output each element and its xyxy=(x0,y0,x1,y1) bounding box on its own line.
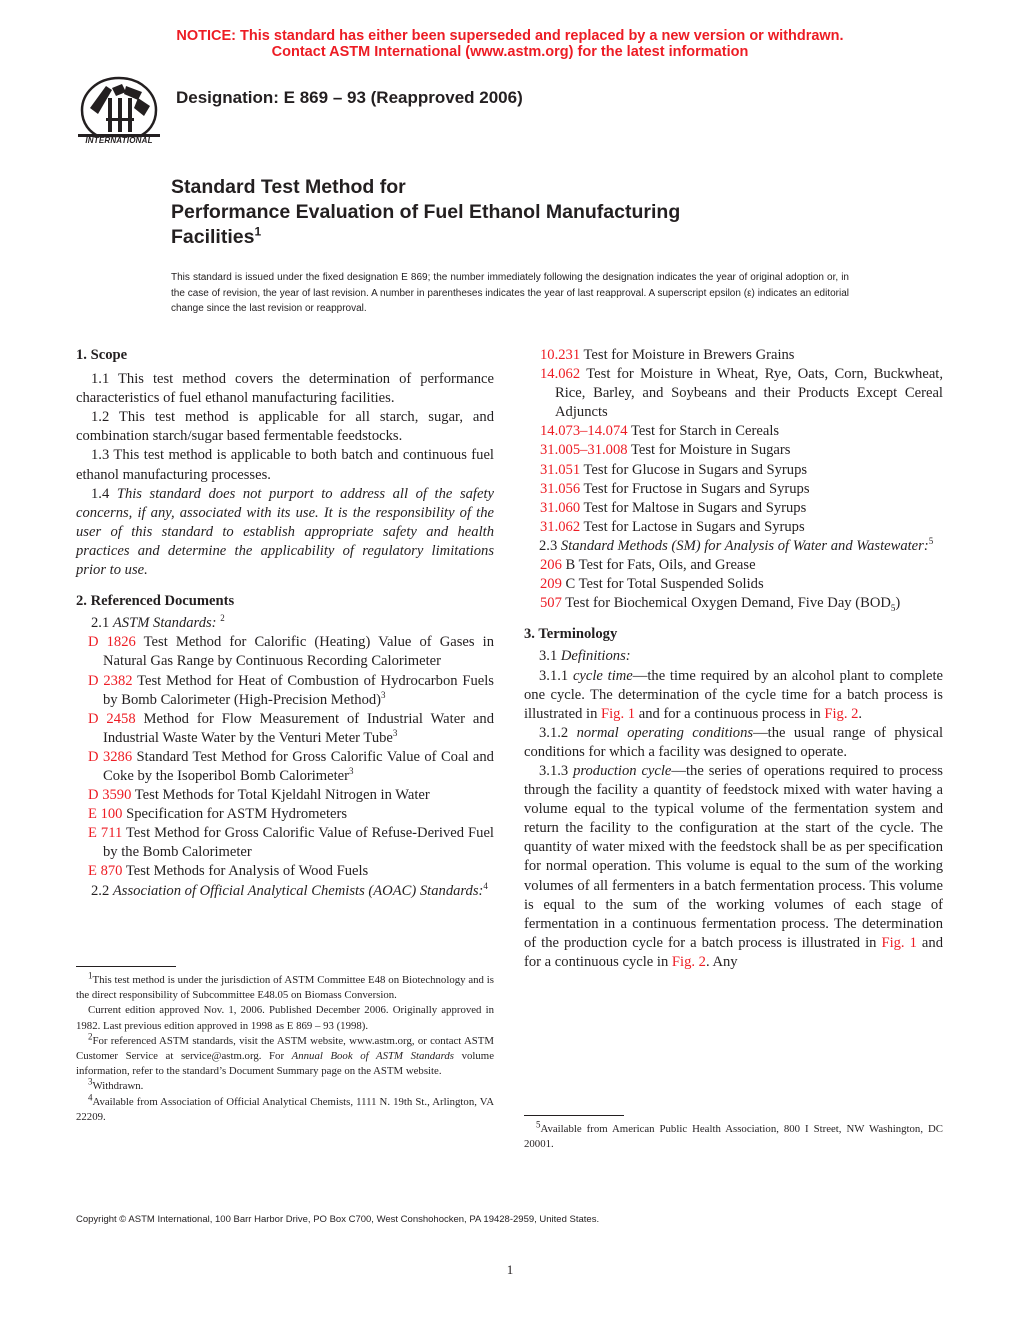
footnote-ref: 3 xyxy=(381,689,386,700)
footnote-1: $^1$This test method is under the jurisdiction of ASTM Committee E48 on Biotechnology and is the direct responsibility of Subcommittee E48.05 on Biomass Conversion. xyxy=(76,970,494,1002)
reference-code-link[interactable]: E 870 xyxy=(88,863,123,880)
scope-1-2: 1.2 This test method is applicable for all starch, sugar, and combination starch/sugar based fermentable feedstocks. xyxy=(76,409,494,445)
reference-title: Test Method for Calorific (Heating) Value of Gases in Natural Gas Range by Continuous Recording Calorimeter xyxy=(103,634,494,670)
footnote-ref: 3 xyxy=(392,727,398,738)
astm-reference-item xyxy=(76,862,494,881)
footnotes-right xyxy=(524,1115,943,1152)
reference-title: C Test for Total Suspended Solids xyxy=(565,576,764,593)
reference-title: Test for Starch in Cereals xyxy=(630,423,780,440)
aoac-reference-item xyxy=(524,422,943,441)
reference-title: Test for Moisture in Wheat, Rye, Oats, Corn, Buckwheat, Rice, Barley, and Soybeans and their Products Except Cereal Adjuncts xyxy=(555,366,943,421)
astm-reference-item xyxy=(76,786,494,805)
reference-code-link[interactable]: D 1826 xyxy=(88,634,136,651)
footnote-1b: Current edition approved Nov. 1, 2006. Published December 2006. Originally approved in 1982. Last previous edition approved in 1998 as E 869 – 93 (1998). xyxy=(76,1004,494,1032)
reference-code-link[interactable]: 14.073–14.074 xyxy=(540,423,628,440)
notice-line-1: NOTICE: This standard has either been superseded and replaced by a new version or withdrawn. xyxy=(176,28,844,44)
astm-standards-list xyxy=(76,633,494,881)
sm-reference-item xyxy=(524,556,943,575)
reference-code-link[interactable]: 14.062 xyxy=(540,366,581,383)
reference-code-link[interactable]: 507 xyxy=(540,595,562,612)
fig-1-link[interactable]: Fig. 1 xyxy=(601,705,636,722)
scope-1-4: 1.4 This standard does not purport to address all of the safety concerns, if any, associated with its use. It is the responsibility of the user of this standard to establish appropriate safety and health practices and determine the applicability of regulatory limitations prior to use. xyxy=(76,485,494,579)
astm-reference-item xyxy=(76,710,494,748)
sm-reference-item xyxy=(524,594,943,613)
copyright: Copyright © ASTM International, 100 Barr Harbor Drive, PO Box C700, West Conshohocken, PA 19428-2959, United States. xyxy=(76,1214,600,1225)
scope-1-3: 1.3 This test method is applicable to both batch and continuous fuel ethanol manufacturing processes. xyxy=(76,447,494,483)
definition-3-1-2: 3.1.2 normal operating conditions—the usual range of physical conditions for which a facility was designed to operate. xyxy=(524,724,943,760)
reference-title: Test for Glucose in Sugars and Syrups xyxy=(583,461,808,478)
reference-code-link[interactable]: 31.062 xyxy=(540,518,581,535)
reference-title: Method for Flow Measurement of Industrial Water and Industrial Waste Water by the Venturi Meter Tube xyxy=(103,710,494,746)
aoac-reference-item xyxy=(524,461,943,480)
section-3-1: 3.1 Definitions: xyxy=(539,648,631,665)
designation: Designation: E 869 – 93 (Reapproved 2006) xyxy=(176,88,523,107)
reference-code-link[interactable]: 10.231 xyxy=(540,347,581,363)
reference-title: Test for Moisture in Sugars xyxy=(630,442,791,459)
reference-code-link[interactable]: 206 xyxy=(540,557,562,574)
document-title xyxy=(171,175,680,250)
astm-reference-item xyxy=(76,824,494,862)
aoac-reference-item xyxy=(524,499,943,518)
logo-text: INTERNATIONAL xyxy=(85,136,153,145)
title-line-2: Performance Evaluation of Fuel Ethanol Manufacturing xyxy=(171,201,681,223)
title-line-1: Standard Test Method for xyxy=(171,176,406,198)
astm-logo xyxy=(76,74,162,150)
footnote-ref: 3 xyxy=(349,766,354,777)
title-line-3: Facilities$^1$ xyxy=(171,224,262,248)
intro-paragraph: This standard is issued under the fixed designation E 869; the number immediately following the designation indicates the year of original adoption or, in the case of revision, the year of last revision. A number in parentheses indicates the year of last reapproval. A superscript epsilon (ε) indicates an editorial change since the last revision or reapproval. xyxy=(171,272,849,314)
reference-code-link[interactable]: 209 xyxy=(540,576,562,593)
reference-title: Test for Lactose in Sugars and Syrups xyxy=(583,518,805,535)
definition-3-1-1: 3.1.1 cycle time—the time required by an alcohol plant to complete one cycle. The determination of the cycle time for a batch process is illustrated in Fig. 1 and for a continuous process in Fig. 2. xyxy=(524,667,943,722)
reference-title: Test Method for Gross Calorific Value of Refuse-Derived Fuel by the Bomb Calorimeter xyxy=(103,825,494,861)
footnote-5: $^5$Available from American Public Health Association, 800 I Street, NW Washington, DC 20001. xyxy=(524,1119,943,1151)
reference-title: Test for Biochemical Oxygen Demand, Five Day (BOD xyxy=(565,595,891,612)
footnote-2: $^2$For referenced ASTM standards, visit the ASTM website, www.astm.org, or contact ASTM Customer Service at service@astm.org. For Annual Book of ASTM Standards volume information, refer to the standard’s Document Summary page on the ASTM website. xyxy=(76,1031,494,1078)
reference-title: Test Methods for Analysis of Wood Fuels xyxy=(125,863,369,880)
reference-title: Test Method for Heat of Combustion of Hydrocarbon Fuels by Bomb Calorimeter (High-Precision Method) xyxy=(103,672,494,708)
fig-2-link[interactable]: Fig. 2 xyxy=(824,705,859,722)
reference-code-link[interactable]: D 3286 xyxy=(88,748,133,765)
reference-code-link[interactable]: 31.056 xyxy=(540,480,581,497)
footnote-rule xyxy=(76,966,176,967)
definition-3-1-3: 3.1.3 production cycle—the series of operations required to process through the facility a quantity of feedstock mixed with water having a volume equal to the typical volume of the fermentation system and return the facility to the configuration at the start of the cycle. The quantity of water mixed with the feedstock shall be as per specification for normal operation. This volume is equal to the sum of the working volumes of all fermenters in a batch fermentation process. This volume is equal to the sum of the working volumes of each stage of fermentation in a continuous fermentation process. The determination of the production cycle for a batch process is illustrated in Fig. 1 and for a continuous cycle in Fig. 2. Any xyxy=(524,762,943,970)
fig-2-link[interactable]: Fig. 2 xyxy=(671,953,706,970)
aoac-reference-item xyxy=(524,346,943,365)
section-2-2: 2.2 Association of Official Analytical Chemists (AOAC) Standards:$^4$ xyxy=(91,880,488,899)
reference-title: B Test for Fats, Oils, and Grease xyxy=(565,557,756,574)
aoac-standards-list xyxy=(524,346,943,537)
sm-standards-list xyxy=(524,556,943,613)
footnote-4: $^4$Available from Association of Official Analytical Chemists, 1111 N. 19th St., Arlington, VA 22209. xyxy=(76,1092,494,1123)
reference-title: Test for Maltose in Sugars and Syrups xyxy=(583,499,807,516)
fig-1-link[interactable]: Fig. 1 xyxy=(881,934,917,951)
reference-title: Specification for ASTM Hydrometers xyxy=(126,806,348,823)
aoac-reference-item xyxy=(524,441,943,460)
astm-reference-item xyxy=(76,748,494,786)
terminology-heading: 3. Terminology xyxy=(524,626,618,643)
footnote-rule xyxy=(524,1115,624,1116)
refdocs-heading: 2. Referenced Documents xyxy=(76,593,235,610)
reference-code-link[interactable]: E 711 xyxy=(88,825,123,842)
reference-code-link[interactable]: 31.060 xyxy=(540,499,581,516)
subscript: 5 xyxy=(890,603,896,614)
reference-title: Test for Fructose in Sugars and Syrups xyxy=(583,480,810,497)
astm-reference-item xyxy=(76,805,494,824)
reference-code-link[interactable]: E 100 xyxy=(88,806,123,823)
astm-reference-item xyxy=(76,633,494,671)
reference-title: Test Methods for Total Kjeldahl Nitrogen in Water xyxy=(134,787,430,804)
section-2-3: 2.3 Standard Methods (SM) for Analysis of Water and Wastewater:$^5$ xyxy=(539,536,934,554)
page-number: 1 xyxy=(506,1262,514,1277)
notice-line-2: Contact ASTM International (www.astm.org) for the latest information xyxy=(271,44,749,60)
scope-1-1: 1.1 This test method covers the determination of performance characteristics of fuel ethanol manufacturing facilities. xyxy=(76,371,494,407)
aoac-reference-item xyxy=(524,365,943,422)
footnotes-left xyxy=(76,966,494,1125)
sm-reference-item xyxy=(524,575,943,594)
reference-code-link[interactable]: D 2382 xyxy=(88,672,133,689)
reference-code-link[interactable]: D 2458 xyxy=(88,710,136,727)
reference-tail: ) xyxy=(895,595,901,612)
left-column xyxy=(76,346,494,901)
right-column xyxy=(524,346,943,972)
reference-code-link[interactable]: 31.005–31.008 xyxy=(540,442,628,459)
aoac-reference-item xyxy=(524,518,943,537)
section-2-1: 2.1 ASTM Standards: $^2$ xyxy=(91,613,225,632)
reference-title: Test for Moisture in Brewers Grains xyxy=(583,347,795,363)
reference-code-link[interactable]: D 3590 xyxy=(88,787,132,804)
aoac-reference-item xyxy=(524,480,943,499)
scope-heading: 1. Scope xyxy=(76,347,128,363)
reference-title: Standard Test Method for Gross Calorific Value of Coal and Coke by the Isoperibol Bomb Calorimeter xyxy=(103,748,494,784)
astm-reference-item xyxy=(76,672,494,710)
reference-code-link[interactable]: 31.051 xyxy=(540,461,581,478)
footnote-3: $^3$Withdrawn. xyxy=(88,1076,144,1093)
